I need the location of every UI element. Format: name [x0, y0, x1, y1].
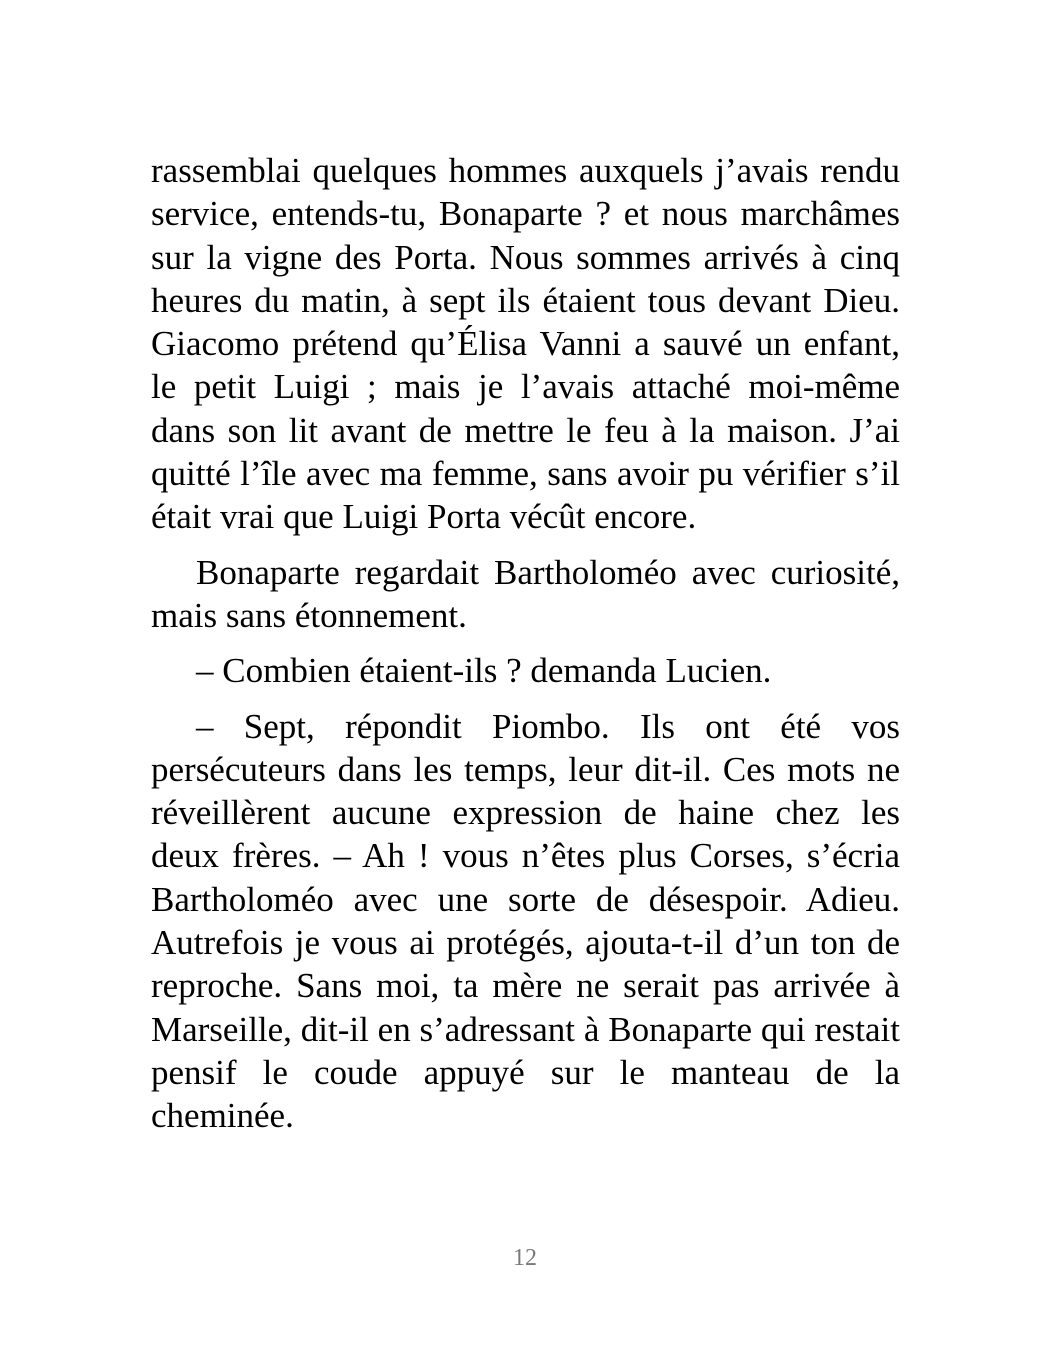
body-text [151, 149, 900, 1138]
paragraph-dialogue-piombo: – Sept, répondit Piombo. Ils ont été vos persécuteurs dans les temps, leur dit-il. Ces mots ne réveillèrent aucune expression de haine chez les deux frères. – Ah ! vous n’êtes plus Corses, s’écria Bartholoméo avec une sorte de désespoir. Adieu. Autrefois je vous ai protégés, ajouta-t-il d’un ton de reproche. Sans moi, ta mère ne serait pas arrivée à Marseille, dit-il en s’adressant à Bonaparte qui restait pensif le coude appuyé sur le manteau de la cheminée. [151, 706, 900, 1136]
paragraph-continuation: rassemblai quelques hommes auxquels j’avais rendu service, entends-tu, Bonaparte ? et nous marchâmes sur la vigne des Porta. Nous sommes arrivés à cinq heures du matin, à sept ils étaient tous devant Dieu. Giacomo prétend qu’Élisa Vanni a sauvé un enfant, le petit Luigi ; mais je l’avais attaché moi-même dans son lit avant de mettre le feu à la maison. J’ai quitté l’île avec ma femme, sans avoir pu vérifier s’il était vrai que Luigi Porta vécût encore. [151, 151, 900, 537]
page-number: 12 [513, 1245, 537, 1271]
paragraph-bonaparte-regardait: Bonaparte regardait Bartholoméo avec curiosité, mais sans étonnement. [151, 552, 900, 635]
paragraph-dialogue-lucien: – Combien étaient-ils ? demanda Lucien. [196, 651, 772, 691]
